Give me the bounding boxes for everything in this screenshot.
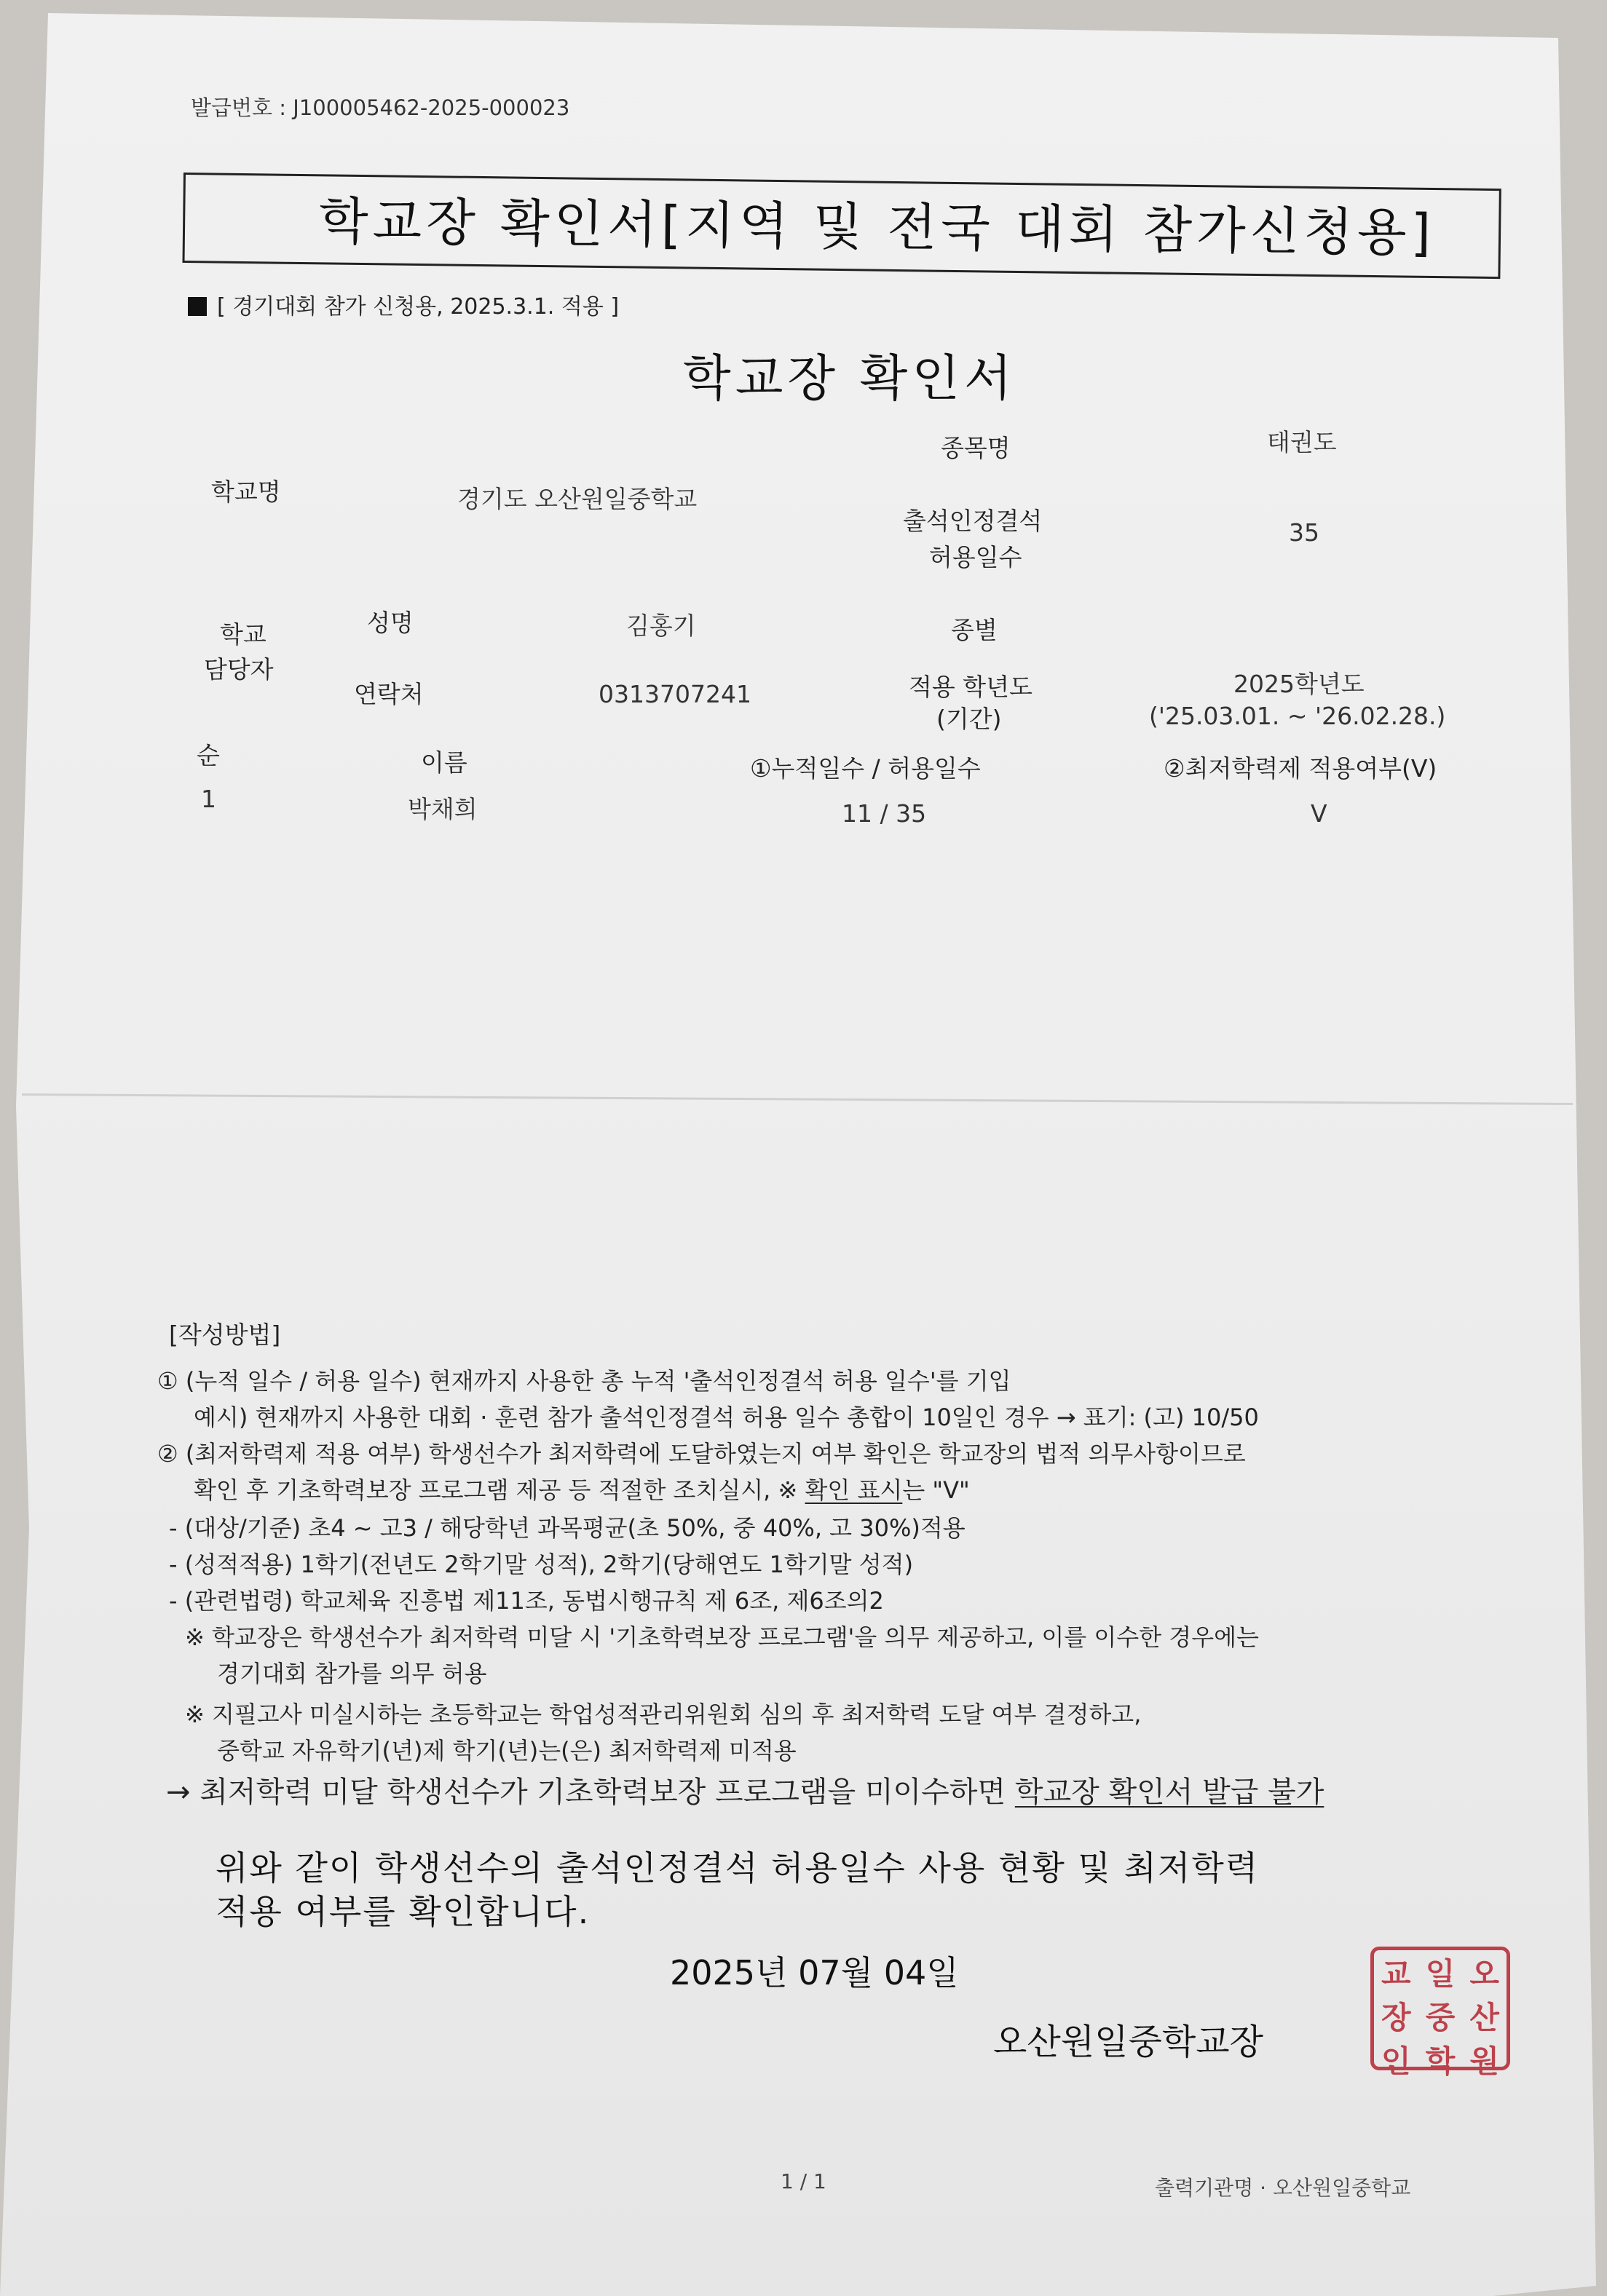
name-label: 성명 bbox=[367, 609, 414, 637]
table-header-name: 이름 bbox=[421, 748, 467, 777]
application-note bbox=[188, 288, 619, 320]
application-text: [ 경기대회 참가 신청용, 2025.3.1. 적용 ] bbox=[217, 294, 620, 320]
name-value: 김홍기 bbox=[626, 611, 696, 640]
note-6a: ※ 학교장은 학생선수가 최저학력 미달 시 '기초학력보장 프로그램'을 의무 제공하고, 이를 이수한 경우에는 bbox=[185, 1623, 1259, 1651]
issue-number: 발급번호 : J100005462-2025-000023 bbox=[191, 95, 570, 120]
event-label: 종별 bbox=[951, 616, 998, 644]
confirm-line-2: 적용 여부를 확인합니다. bbox=[216, 1892, 591, 1931]
sub-title: 학교장 확인서 bbox=[683, 350, 1016, 408]
note-7b: 중학교 자유학기(년)제 학기(년)는(은) 최저학력제 미적용 bbox=[217, 1737, 797, 1765]
principal-seal bbox=[1370, 1947, 1510, 2079]
school-label: 학교명 bbox=[211, 478, 281, 506]
issue-date: 2025년 07월 04일 bbox=[670, 1953, 959, 1992]
sport-label: 종목명 bbox=[941, 434, 1011, 462]
year-value-2: ('25.03.01. ~ '26.02.28.) bbox=[1149, 702, 1446, 730]
seal-char: 인 bbox=[1381, 2043, 1411, 2079]
year-label-1: 적용 학년도 bbox=[909, 673, 1032, 701]
contact-value: 0313707241 bbox=[599, 680, 751, 708]
table-row-1-days: 11 / 35 bbox=[842, 799, 927, 828]
year-value-1: 2025학년도 bbox=[1233, 670, 1365, 698]
seal-char: 산 bbox=[1469, 2000, 1499, 2035]
table-row-1-name: 박채희 bbox=[408, 795, 478, 823]
table-header-min-score: ②최저학력제 적용여부(V) bbox=[1164, 754, 1437, 783]
note-2b bbox=[194, 1472, 970, 1505]
seal-char: 교 bbox=[1381, 1956, 1411, 1992]
note-2b-underlined: 확인 표시 bbox=[805, 1476, 903, 1504]
seal-char: 원 bbox=[1469, 2043, 1499, 2079]
output-institution: 출력기관명 · 오산원일중학교 bbox=[1155, 2176, 1411, 2200]
table-header-days: ①누적일수 / 허용일수 bbox=[750, 754, 981, 783]
note-5: - (관련법령) 학교체육 진흥법 제11조, 동법시행규칙 제 6조, 제6조의2 bbox=[169, 1587, 884, 1615]
manager-label-1: 학교 bbox=[220, 620, 266, 649]
note-1a: ① (누적 일수 / 허용 일수) 현재까지 사용한 총 누적 '출석인정결석 허용 일수'를 기입 bbox=[157, 1367, 1011, 1395]
manager-label-2: 담당자 bbox=[204, 655, 274, 684]
note-1b: 예시) 현재까지 사용한 대회 · 훈련 참가 출석인정결석 허용 일수 총합이 10일인 경우 → 표기: (고) 10/50 bbox=[194, 1404, 1259, 1431]
note-8 bbox=[166, 1769, 1324, 1810]
table-row-1-no: 1 bbox=[201, 785, 216, 813]
allowed-days-label-1: 출석인정결석 bbox=[903, 507, 1043, 535]
school-value: 경기도 오산원일중학교 bbox=[457, 485, 698, 513]
seal-char: 오 bbox=[1469, 1956, 1499, 1992]
sport-value: 태권도 bbox=[1267, 428, 1337, 456]
contact-label: 연락처 bbox=[354, 680, 424, 708]
note-2b-pre: 확인 후 기초학력보장 프로그램 제공 등 적절한 조치실시, ※ bbox=[194, 1476, 805, 1504]
seal-char: 일 bbox=[1425, 1956, 1456, 1992]
note-3: - (대상/기준) 초4 ~ 고3 / 해당학년 과목평균(초 50%, 중 40%, 고 30%)적용 bbox=[169, 1514, 966, 1542]
main-title: 학교장 확인서[지역 및 전국 대회 참가신청용] bbox=[318, 191, 1436, 264]
note-8-pre: → 최저학력 미달 학생선수가 기초학력보장 프로그램을 미이수하면 bbox=[166, 1776, 1015, 1809]
note-2b-post: 는 "V" bbox=[902, 1476, 970, 1504]
allowed-days-value: 35 bbox=[1289, 518, 1319, 547]
table-header-no: 순 bbox=[197, 741, 220, 769]
note-8-underlined: 학교장 확인서 발급 불가 bbox=[1014, 1776, 1324, 1809]
seal-char: 중 bbox=[1425, 2000, 1456, 2035]
seal-char: 학 bbox=[1425, 2043, 1456, 2079]
table-row-1-check: V bbox=[1311, 799, 1327, 828]
note-2a: ② (최저학력제 적용 여부) 학생선수가 최저학력에 도달하였는지 여부 확인은 학교장의 법적 의무사항이므로 bbox=[157, 1440, 1246, 1468]
square-bullet-icon bbox=[188, 297, 207, 316]
allowed-days-label-2: 허용일수 bbox=[929, 543, 1022, 571]
year-label-2: (기간) bbox=[936, 705, 1002, 733]
principal-name: 오산원일중학교장 bbox=[993, 2022, 1263, 2062]
note-7a: ※ 지필고사 미실시하는 초등학교는 학업성적관리위원회 심의 후 최저학력 도달 여부 결정하고, bbox=[185, 1701, 1142, 1728]
confirm-line-1: 위와 같이 학생선수의 출석인정결석 허용일수 사용 현황 및 최저학력 bbox=[216, 1848, 1260, 1888]
note-4: - (성적적용) 1학기(전년도 2학기말 성적), 2학기(당해연도 1학기말 성적) bbox=[169, 1551, 914, 1578]
note-6b: 경기대회 참가를 의무 허용 bbox=[217, 1660, 487, 1687]
page-number: 1 / 1 bbox=[781, 2169, 826, 2193]
notes-heading: [작성방법] bbox=[169, 1321, 281, 1349]
seal-char: 장 bbox=[1381, 2000, 1411, 2035]
